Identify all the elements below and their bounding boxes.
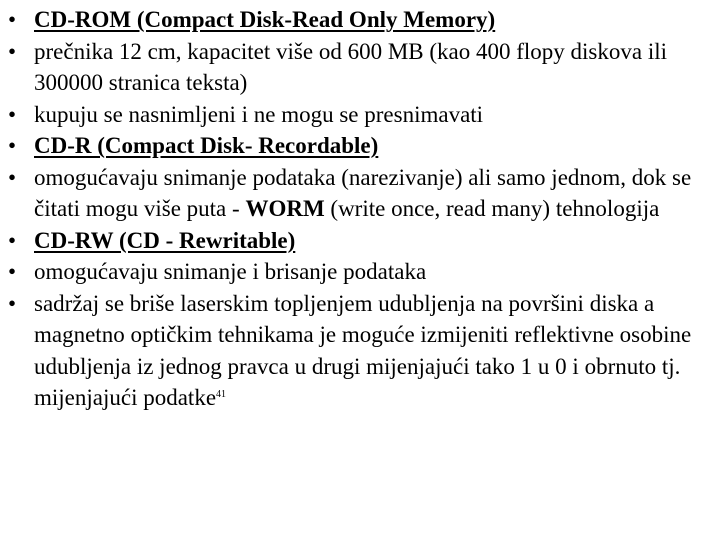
cd-rw-heading: CD-RW (CD - Rewritable) <box>34 227 296 253</box>
bullet-cd-rw-erase <box>8 256 713 288</box>
bullet-cd-r-worm <box>8 162 713 225</box>
bullet-cd-rw-laser <box>8 288 713 414</box>
bullet-cd-r-heading <box>8 130 713 162</box>
cd-r-heading: CD-R (Compact Disk- Recordable) <box>34 133 379 158</box>
worm-emphasis: WORM <box>245 196 325 221</box>
bullet-list <box>8 4 713 414</box>
bullet-cd-rom-prerecorded <box>8 99 713 131</box>
cd-r-worm-text-before: omogućavaju snimanje podataka (narezivanje) ali samo jednom, dok se čitati mogu više puta - <box>34 164 692 221</box>
bullet-icon: • <box>8 101 17 127</box>
cd-rw-laser-text: sadržaj se briše laserskim topljenjem udubljenja na površini diska a magnetno optičkim tehnikama je moguće izmijeniti reflektivne osobine udubljenja iz jednog pravca u drugi mijenjajući tako 1 u 0 i obrnuto tj. mijenjajući podatke <box>34 290 692 410</box>
bullet-cd-rom-heading <box>8 4 713 36</box>
bullet-icon: • <box>8 290 17 316</box>
page-number: 41 <box>216 389 227 400</box>
cd-r-worm-text <box>34 165 691 222</box>
bullet-icon: • <box>8 227 17 253</box>
bullet-icon: • <box>8 38 17 64</box>
cd-rom-capacity-text: prečnika 12 cm, kapacitet više od 600 MB (kao 400 flopy diskova ili 300000 stranica teksta) <box>34 38 668 95</box>
cd-rw-erase-text: omogućavaju snimanje i brisanje podataka <box>34 259 427 284</box>
bullet-icon: • <box>8 133 17 158</box>
bullet-cd-rw-heading <box>8 225 713 257</box>
cd-r-worm-text-after: (write once, read many) tehnologija <box>324 196 660 221</box>
bullet-icon: • <box>8 164 17 190</box>
bullet-cd-rom-capacity <box>8 36 713 99</box>
bullet-icon: • <box>8 259 17 284</box>
cd-rom-heading: CD-ROM (Compact Disk-Read Only Memory) <box>34 7 496 32</box>
bullet-icon: • <box>8 7 17 32</box>
cd-rom-prerecorded-text: kupuju se nasnimljeni i ne mogu se presnimavati <box>34 101 484 127</box>
